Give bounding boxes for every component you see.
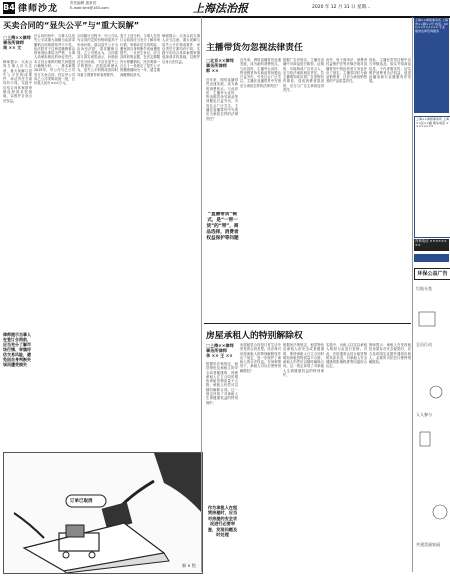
sidebar-ad-dark: 咨询电话 ×××××××× — [414, 239, 449, 251]
section-title: 律师沙龙 — [18, 4, 59, 14]
psa-line-1: 垃圾分类 — [416, 286, 432, 291]
psa-line-3: 人人参与 — [416, 412, 432, 417]
article1-byline: □上海××律师 事务所律师 周 ×× 文 — [3, 35, 31, 51]
article3-col-3: 实践中，出租人往往以承租人明知为由进行抗辩。对此，法院通常会结合租赁物的具体状况、对承租人安全健康的影响程度等因素综合认定。 — [326, 343, 367, 369]
article2-byline: □北京××律师 事务所律师 郭 ×× — [206, 58, 234, 74]
newspaper-brand: 上海法治报 — [193, 2, 248, 15]
article2-pull-quote: “直播带货”模式，是“一带一货”的“带”，商品选择，消费者权益保护等问题 — [206, 212, 239, 241]
cartoon-sign: 订单已取消 — [70, 499, 93, 504]
cartoon-illustration — [3, 452, 203, 574]
article1-col-2: 合同履行过程中，甲公司认为合同约定的价格明显高于市场价格，遂以显失公平为由诉至法院，请求撤销合同。乙公司则认为，合同系双方真实意思表示，价格经过充分协商，不存在显失公平的情形。法院经审理认为，显失公平的构成须同时具备主观要件和客观要件。 — [77, 34, 118, 77]
editor-info: 责任编辑 惠常初 E-mail:lshs@163.com — [70, 1, 109, 10]
psa-line-4: 共建美丽家园 — [416, 542, 440, 547]
article3-col-2: 根据民法典规定，租赁物危及承租人的安全或者健康的，即使承租人订立合同时明知该租赁物质量不合格，承租人仍然可以随时解除合同。这一规定体现了对承租人生命健康权益的特别保护。 — [283, 343, 324, 378]
article2-col-1: 近年来，网络直播带货迅速发展，成为新的消费热点。与此同时，主播夸大宣传、售卖假冒伪劣商品等问题也日益突出，引发社会广泛关注。主播在直播带货中究竟应当承担怎样的法律责任？ — [240, 58, 281, 88]
sidebar-ad-top: 上海××律师事务所 上海市××路××号 电话：021-×××××××× 专业提供法律咨询服务 — [414, 18, 449, 113]
article1-col-0: 律师提示：买卖合同当事人应当注意，重大误解与显失公平在构成要件、举证责任方面均有不同，实践中应结合具体案情审慎选择请求权基础，以维护自身合法权益。 — [3, 60, 32, 103]
article2-title: 主播带货勿忽视法律责任 — [206, 43, 303, 53]
article1-title: 买卖合同的“显失公平”与“重大误解” — [3, 20, 140, 30]
article3-col-4: 律师提示：承租人在发现租赁房屋存在安全隐患时，应当及时固定证据并通知出租人，必要时可依法行使特别解除权。 — [369, 343, 411, 365]
sidebar-divider — [412, 17, 413, 572]
date-line: 2020 年 12 月 31 日 星期… — [312, 5, 371, 10]
article3-col-1: 房屋租赁合同是日常生活中常见的合同类型。民法典对房屋承租人的特别解除权作出了规定，进一步保护了承租人的合法权益。在何种情形下，承租人可以行使特别解除权？ — [240, 343, 281, 373]
section-divider — [204, 323, 411, 324]
sidebar-ad-strip — [414, 254, 449, 262]
article1-col-4: 律师提示：买卖合同当事人应当注意，重大误解与显失公平在构成要件、举证责任方面均有不同，实践中应结合具体案情审慎选择请求权基础，以维护自身合法权益。 — [162, 34, 200, 64]
article1-col-1: 在合同纠纷中，当事人以显失公平或重大误解为由请求撤销合同的情形并不少见。但法院对于这两类撤销事由的审查标准较为严格，当事人须承担相应的举证责任。本文结合案例对相关问题进行梳理分析。一、基本案情 2019年，甲公司与乙公司签订买卖合同，约定甲公司向乙公司采购设备一批，总价款人民币×××万元。 — [34, 34, 75, 86]
page-header — [0, 0, 450, 18]
article2-col-4: 因此，主播在带货过程中应当审慎选品，如实介绍商品信息，不作虚假宣传，切实维护消费者合法权益，促进直播电商行业健康有序发展。 — [369, 58, 411, 84]
column-divider — [201, 17, 202, 572]
cartoon-drawing — [4, 453, 202, 573]
cartoon-credit: 郭 × 绘 — [182, 563, 196, 568]
psa-panel — [414, 282, 449, 570]
article2-col-0: 近年来，网络直播带货迅速发展，成为新的消费热点。与此同时，主播夸大宣传、售卖假冒伪劣商品等问题也日益突出，引发社会广泛关注。主播在直播带货中究竟应当承担怎样的法律责任？ — [206, 78, 238, 121]
article2-col-3: 此外，电子商务法、消费者权益保护法等法律法规对直播带货中的经营者义务也作出了规定。主播若同时为商品销售者，还应当承担销售者的产品质量责任。 — [326, 58, 367, 84]
sidebar-ad-mid: 上海××律师事务所 上海××区××路 联系电话 ×××××××× — [414, 116, 450, 238]
article3-col-0: 根据民法典规定，租赁物危及承租人的安全或者健康的，即使承租人订立合同时明知该租赁物质量不合格，承租人仍然可以随时解除合同。这一规定体现了对承租人生命健康权益的特别保护。 — [206, 362, 238, 405]
article3-byline: □上海××律师 事务所律师 李 ×× 王 ×× — [206, 343, 234, 359]
psa-title: 环保公益广告 — [414, 268, 450, 280]
article3-pull-quote: 作为承租人在租赁房屋时，应当对房屋的安全状况进行必要审查，发现问题及时处理 — [207, 505, 238, 538]
article3-title: 房屋承租人的特别解除权 — [206, 331, 303, 341]
article1-pull-quote: 律师提示当事人在签订合同前，应当充分了解市场行情、审慎评估交易风险，避免因自身判断失误而遭受损失 — [3, 332, 31, 367]
page-code: B4 — [3, 3, 15, 12]
article1-col-3: 鉴于上述分析，当事人在签订合同前应当充分了解市场行情，审慎评估交易风险，避免因自身判断失误而遭受损失。一旦发生争议，应当及时收集证据，在法定期限内行使撤销权。民法典第一百五十一条规定了显失公平的撤销期间为一年，超过期间撤销权消灭。 — [120, 34, 160, 77]
article2-col-2: 根据广告法规定，主播在直播中对商品进行推荐、证明的，可能构成广告代言人，应当依法承担相应责任。若主播明知或应知广告虚假仍作推荐，造成消费者损害的，应当与广告主承担连带责任。 — [283, 58, 324, 93]
psa-sketches — [414, 282, 449, 570]
psa-line-2: 全员行动 — [416, 342, 432, 347]
